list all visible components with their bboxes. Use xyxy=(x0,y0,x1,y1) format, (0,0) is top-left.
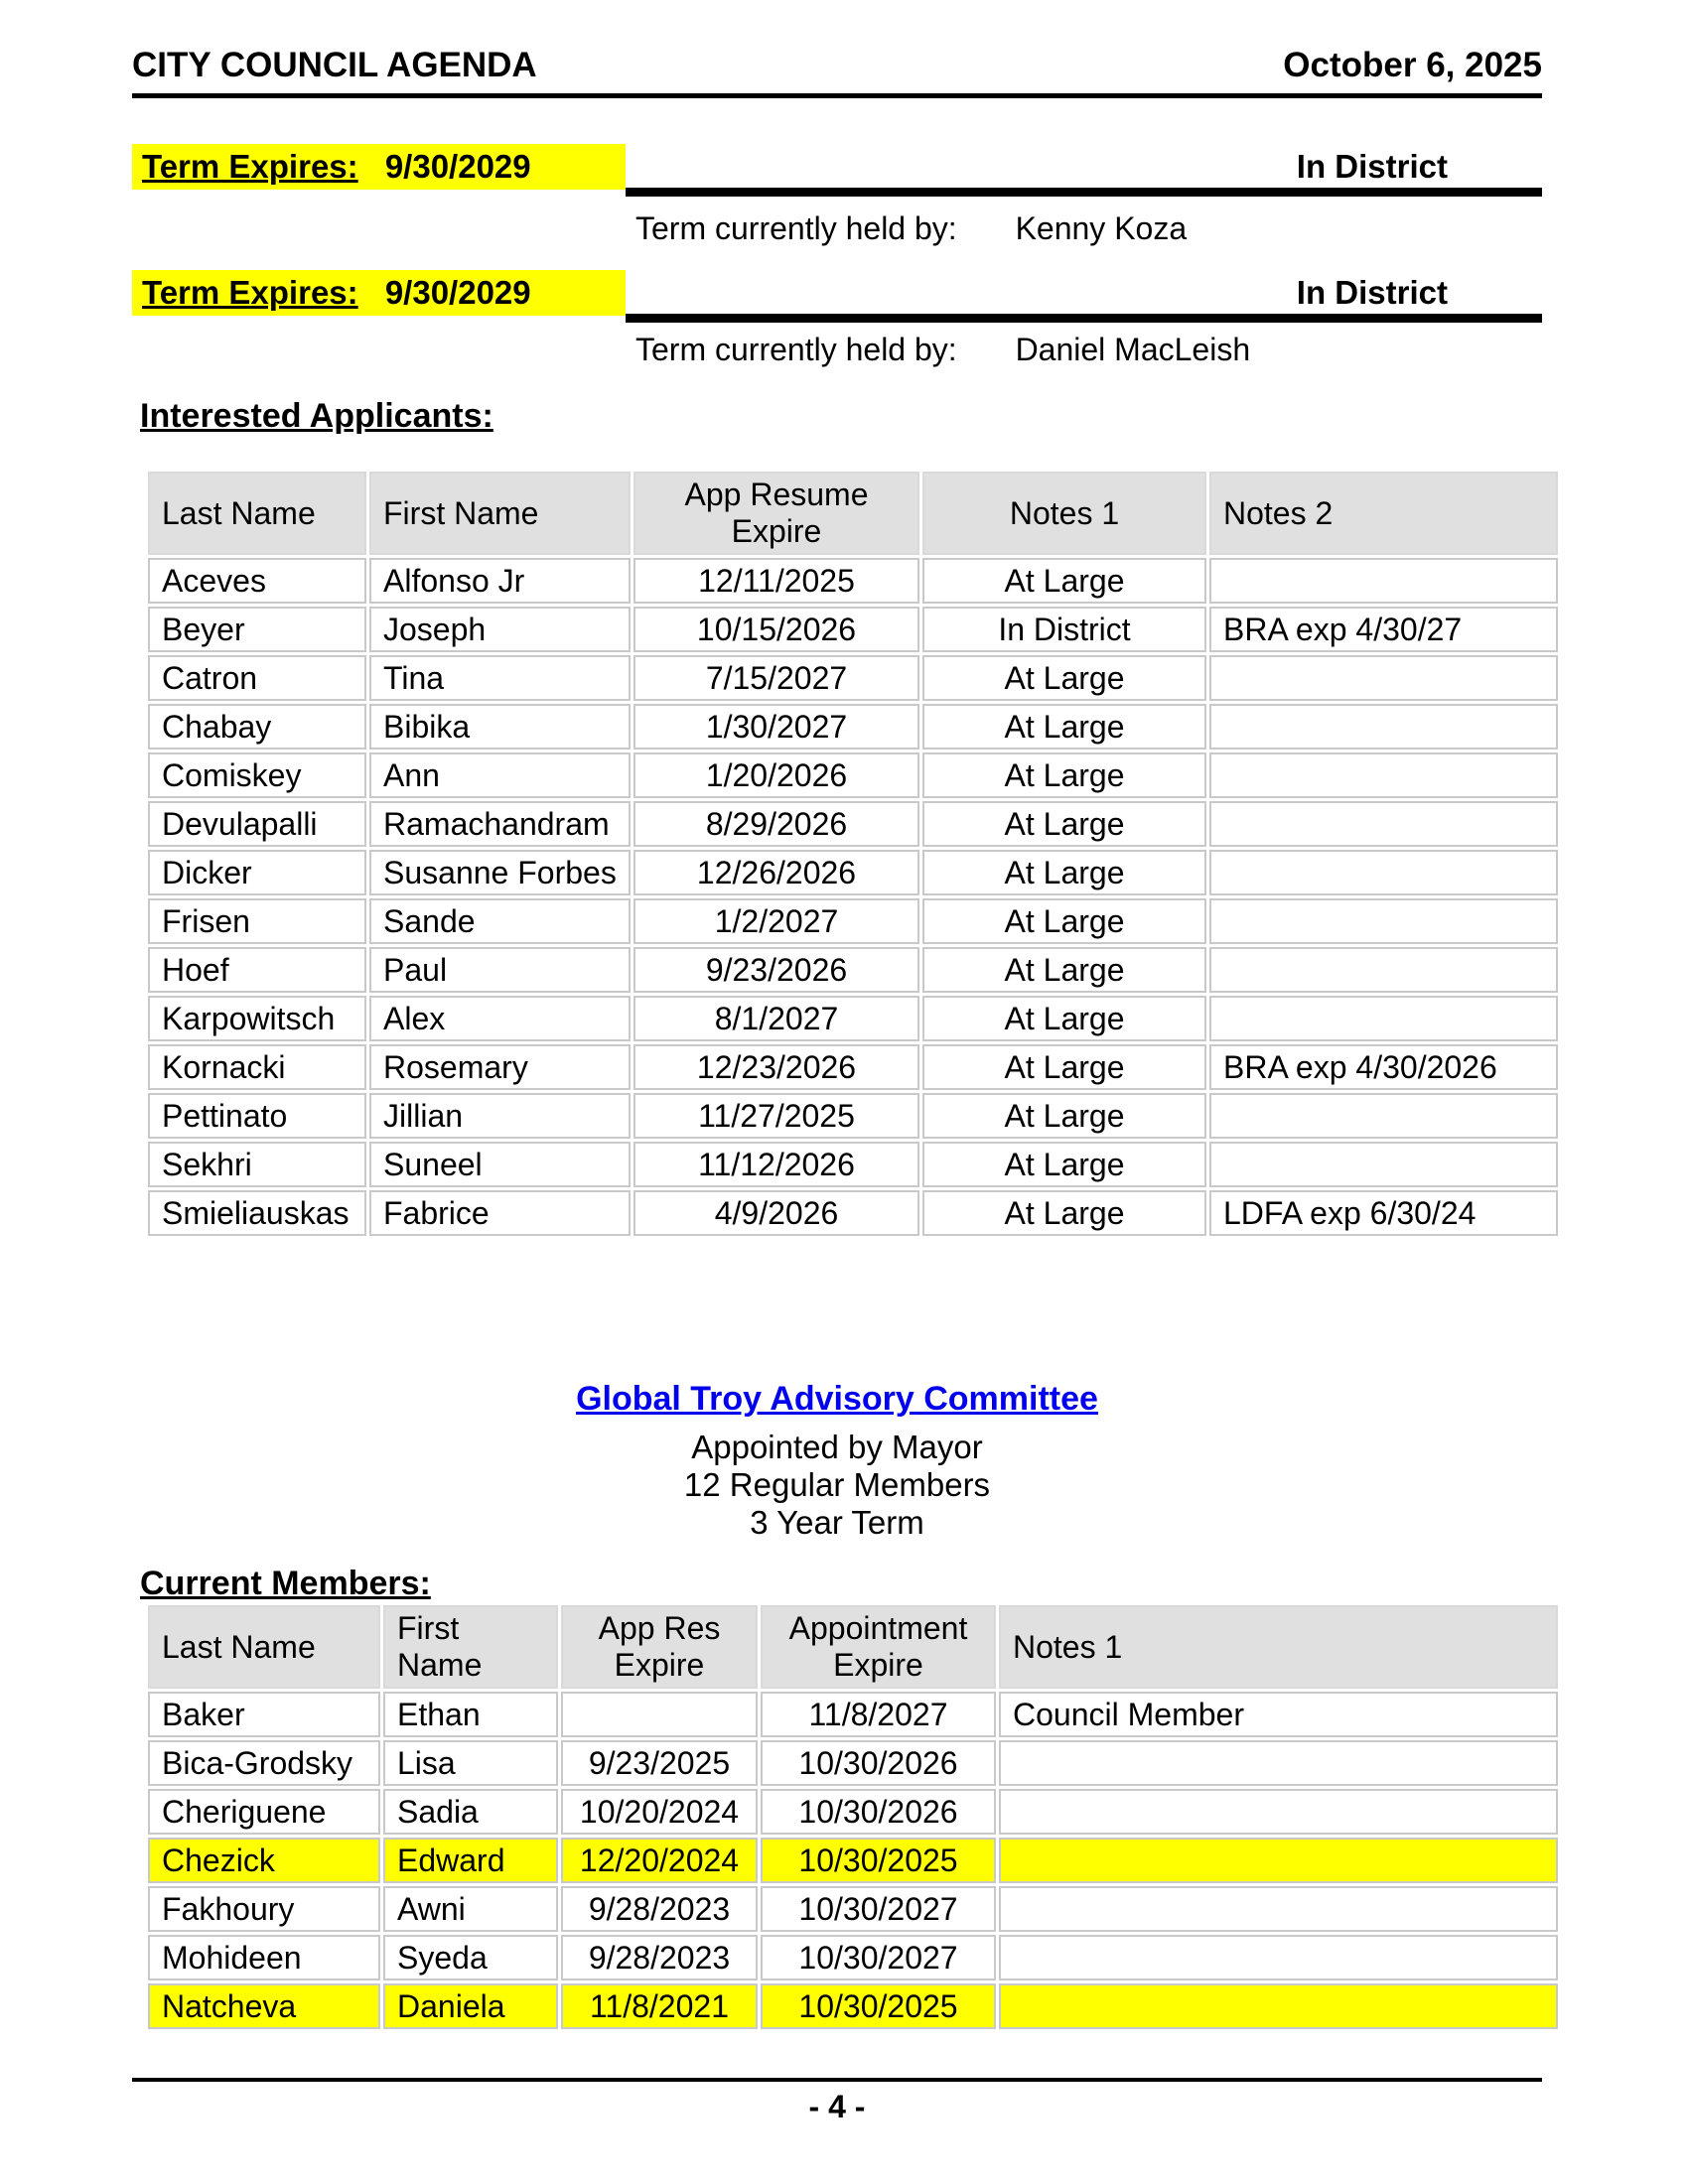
table-cell: 10/30/2027 xyxy=(761,1935,996,1980)
table-cell: 10/15/2026 xyxy=(633,607,919,652)
table-cell: Baker xyxy=(148,1692,380,1737)
table-cell: Rosemary xyxy=(369,1044,631,1090)
table-cell: Tina xyxy=(369,655,631,701)
committee-term-length: 3 Year Term xyxy=(750,1504,924,1541)
column-header: First Name xyxy=(383,1605,558,1689)
term-vacancy-block xyxy=(132,144,1542,190)
table-cell: At Large xyxy=(922,704,1206,750)
table-cell: Chabay xyxy=(148,704,366,750)
held-by-label: Term currently held by: xyxy=(635,210,957,246)
held-by-name: Daniel MacLeish xyxy=(1015,332,1251,367)
table-cell xyxy=(1209,1093,1558,1139)
table-cell xyxy=(999,1983,1558,2029)
table-row xyxy=(148,1044,1558,1090)
table-cell: 8/1/2027 xyxy=(633,996,919,1041)
table-row xyxy=(148,1935,1558,1980)
table-cell: Paul xyxy=(369,947,631,993)
table-cell xyxy=(1209,898,1558,944)
table-cell: At Large xyxy=(922,558,1206,604)
table-cell: Edward xyxy=(383,1838,558,1883)
table-row xyxy=(148,898,1558,944)
table-cell xyxy=(1209,752,1558,798)
table-cell: At Large xyxy=(922,1093,1206,1139)
table-cell: Sande xyxy=(369,898,631,944)
table-cell xyxy=(999,1740,1558,1786)
table-cell: 10/30/2025 xyxy=(761,1983,996,2029)
table-cell: BRA exp 4/30/2026 xyxy=(1209,1044,1558,1090)
table-row xyxy=(148,1740,1558,1786)
table-cell: Frisen xyxy=(148,898,366,944)
page-number: - 4 - xyxy=(808,2089,866,2124)
table-row xyxy=(148,1093,1558,1139)
table-cell: 10/30/2025 xyxy=(761,1838,996,1883)
table-cell: At Large xyxy=(922,996,1206,1041)
committee-members-count: 12 Regular Members xyxy=(683,1466,991,1503)
term-expires-highlight xyxy=(132,270,626,316)
divider-rule xyxy=(626,314,1542,323)
table-cell xyxy=(1209,1142,1558,1187)
table-cell: 4/9/2026 xyxy=(633,1190,919,1236)
table-cell: At Large xyxy=(922,1044,1206,1090)
table-row xyxy=(148,947,1558,993)
interested-applicants-table xyxy=(145,469,1561,1239)
table-cell xyxy=(561,1692,758,1737)
table-row xyxy=(148,655,1558,701)
table-cell: Chezick xyxy=(148,1838,380,1883)
table-row xyxy=(148,704,1558,750)
term-expires-date: 9/30/2029 xyxy=(384,274,531,311)
column-header: Notes 1 xyxy=(922,472,1206,555)
committee-link[interactable]: Global Troy Advisory Committee xyxy=(576,1380,1098,1418)
column-header: Last Name xyxy=(148,472,366,555)
table-cell: Aceves xyxy=(148,558,366,604)
table-cell: Bica-Grodsky xyxy=(148,1740,380,1786)
table-cell: 11/8/2027 xyxy=(761,1692,996,1737)
committee-block xyxy=(132,1380,1542,1542)
table-row xyxy=(148,850,1558,895)
table-cell: Lisa xyxy=(383,1740,558,1786)
table-cell xyxy=(1209,996,1558,1041)
table-cell xyxy=(999,1789,1558,1835)
term-vacancy-block xyxy=(132,270,1542,316)
table-cell: 9/23/2025 xyxy=(561,1740,758,1786)
table-cell: Joseph xyxy=(369,607,631,652)
table-cell: Alfonso Jr xyxy=(369,558,631,604)
table-cell: Bibika xyxy=(369,704,631,750)
table-cell xyxy=(1209,947,1558,993)
table-cell: Kornacki xyxy=(148,1044,366,1090)
table-cell: At Large xyxy=(922,801,1206,847)
table-header-row xyxy=(148,1605,1558,1689)
table-cell: Daniela xyxy=(383,1983,558,2029)
term-expires-highlight xyxy=(132,144,626,190)
table-row xyxy=(148,558,1558,604)
table-cell: At Large xyxy=(922,1142,1206,1187)
table-cell: At Large xyxy=(922,1190,1206,1236)
table-cell: 1/20/2026 xyxy=(633,752,919,798)
table-cell: 12/20/2024 xyxy=(561,1838,758,1883)
held-by-label: Term currently held by: xyxy=(635,332,957,367)
table-cell: Catron xyxy=(148,655,366,701)
table-cell: At Large xyxy=(922,850,1206,895)
table-cell: 10/20/2024 xyxy=(561,1789,758,1835)
table-cell xyxy=(999,1935,1558,1980)
term-expires-label: Term Expires: xyxy=(142,274,358,311)
district-label: In District xyxy=(1296,274,1448,311)
table-cell: Susanne Forbes xyxy=(369,850,631,895)
table-cell: At Large xyxy=(922,655,1206,701)
table-cell: Hoef xyxy=(148,947,366,993)
table-row xyxy=(148,1983,1558,2029)
table-cell: Sadia xyxy=(383,1789,558,1835)
table-cell: Natcheva xyxy=(148,1983,380,2029)
term-expires-date: 9/30/2029 xyxy=(384,148,531,185)
table-cell: 10/30/2027 xyxy=(761,1886,996,1932)
table-cell: 7/15/2027 xyxy=(633,655,919,701)
column-header: App Resume Expire xyxy=(633,472,919,555)
table-row xyxy=(148,1886,1558,1932)
table-row xyxy=(148,1789,1558,1835)
footer-rule xyxy=(132,2078,1542,2082)
table-cell: Council Member xyxy=(999,1692,1558,1737)
table-row xyxy=(148,607,1558,652)
term-held-by-row xyxy=(635,332,1250,368)
table-cell: Cheriguene xyxy=(148,1789,380,1835)
interested-applicants-table-wrap xyxy=(145,469,1561,1239)
table-cell xyxy=(999,1838,1558,1883)
table-cell: Devulapalli xyxy=(148,801,366,847)
interested-applicants-heading: Interested Applicants: xyxy=(140,397,493,435)
document-header xyxy=(132,46,1542,98)
table-cell: Pettinato xyxy=(148,1093,366,1139)
table-row xyxy=(148,1692,1558,1737)
table-row xyxy=(148,752,1558,798)
table-cell: Alex xyxy=(369,996,631,1041)
table-header-row xyxy=(148,472,1558,555)
table-cell: 1/30/2027 xyxy=(633,704,919,750)
table-row xyxy=(148,1142,1558,1187)
table-cell: BRA exp 4/30/27 xyxy=(1209,607,1558,652)
table-cell: 9/28/2023 xyxy=(561,1886,758,1932)
table-cell: Mohideen xyxy=(148,1935,380,1980)
district-label: In District xyxy=(1296,148,1448,185)
table-cell: Fabrice xyxy=(369,1190,631,1236)
table-cell: Comiskey xyxy=(148,752,366,798)
table-cell xyxy=(1209,655,1558,701)
column-header: First Name xyxy=(369,472,631,555)
table-cell: 11/8/2021 xyxy=(561,1983,758,2029)
table-cell: Jillian xyxy=(369,1093,631,1139)
table-cell: Suneel xyxy=(369,1142,631,1187)
table-row xyxy=(148,996,1558,1041)
table-cell: At Large xyxy=(922,898,1206,944)
table-cell: 11/12/2026 xyxy=(633,1142,919,1187)
table-cell: Syeda xyxy=(383,1935,558,1980)
current-members-table-wrap xyxy=(145,1602,1561,2032)
table-cell: In District xyxy=(922,607,1206,652)
table-row xyxy=(148,801,1558,847)
term-expires-label: Term Expires: xyxy=(142,148,358,185)
table-cell: 8/29/2026 xyxy=(633,801,919,847)
table-cell xyxy=(1209,850,1558,895)
current-members-heading: Current Members: xyxy=(140,1565,431,1602)
table-cell: At Large xyxy=(922,752,1206,798)
column-header: Appointment Expire xyxy=(761,1605,996,1689)
column-header: App Res Expire xyxy=(561,1605,758,1689)
table-cell xyxy=(999,1886,1558,1932)
divider-rule xyxy=(626,188,1542,197)
term-held-by-row xyxy=(635,210,1187,247)
table-cell: 9/28/2023 xyxy=(561,1935,758,1980)
table-cell: Ramachandram xyxy=(369,801,631,847)
table-cell: 9/23/2026 xyxy=(633,947,919,993)
table-cell: LDFA exp 6/30/24 xyxy=(1209,1190,1558,1236)
table-cell: Beyer xyxy=(148,607,366,652)
table-cell: 11/27/2025 xyxy=(633,1093,919,1139)
table-cell: Awni xyxy=(383,1886,558,1932)
committee-appointed-by: Appointed by Mayor xyxy=(691,1429,983,1465)
table-cell: Ethan xyxy=(383,1692,558,1737)
table-cell: Fakhoury xyxy=(148,1886,380,1932)
table-cell: Smieliauskas xyxy=(148,1190,366,1236)
table-cell: 10/30/2026 xyxy=(761,1789,996,1835)
table-cell: Sekhri xyxy=(148,1142,366,1187)
table-cell: At Large xyxy=(922,947,1206,993)
table-cell: Dicker xyxy=(148,850,366,895)
current-members-table xyxy=(145,1602,1561,2032)
table-cell: 10/30/2026 xyxy=(761,1740,996,1786)
table-cell: Karpowitsch xyxy=(148,996,366,1041)
held-by-name: Kenny Koza xyxy=(1015,210,1188,246)
table-row xyxy=(148,1838,1558,1883)
table-cell xyxy=(1209,801,1558,847)
column-header: Notes 2 xyxy=(1209,472,1558,555)
table-row xyxy=(148,1190,1558,1236)
document-date: October 6, 2025 xyxy=(1283,46,1542,84)
table-cell xyxy=(1209,704,1558,750)
column-header: Last Name xyxy=(148,1605,380,1689)
table-cell: 12/11/2025 xyxy=(633,558,919,604)
column-header: Notes 1 xyxy=(999,1605,1558,1689)
table-cell: 12/23/2026 xyxy=(633,1044,919,1090)
table-cell xyxy=(1209,558,1558,604)
table-cell: Ann xyxy=(369,752,631,798)
table-cell: 12/26/2026 xyxy=(633,850,919,895)
page-title: CITY COUNCIL AGENDA xyxy=(132,46,537,84)
table-cell: 1/2/2027 xyxy=(633,898,919,944)
